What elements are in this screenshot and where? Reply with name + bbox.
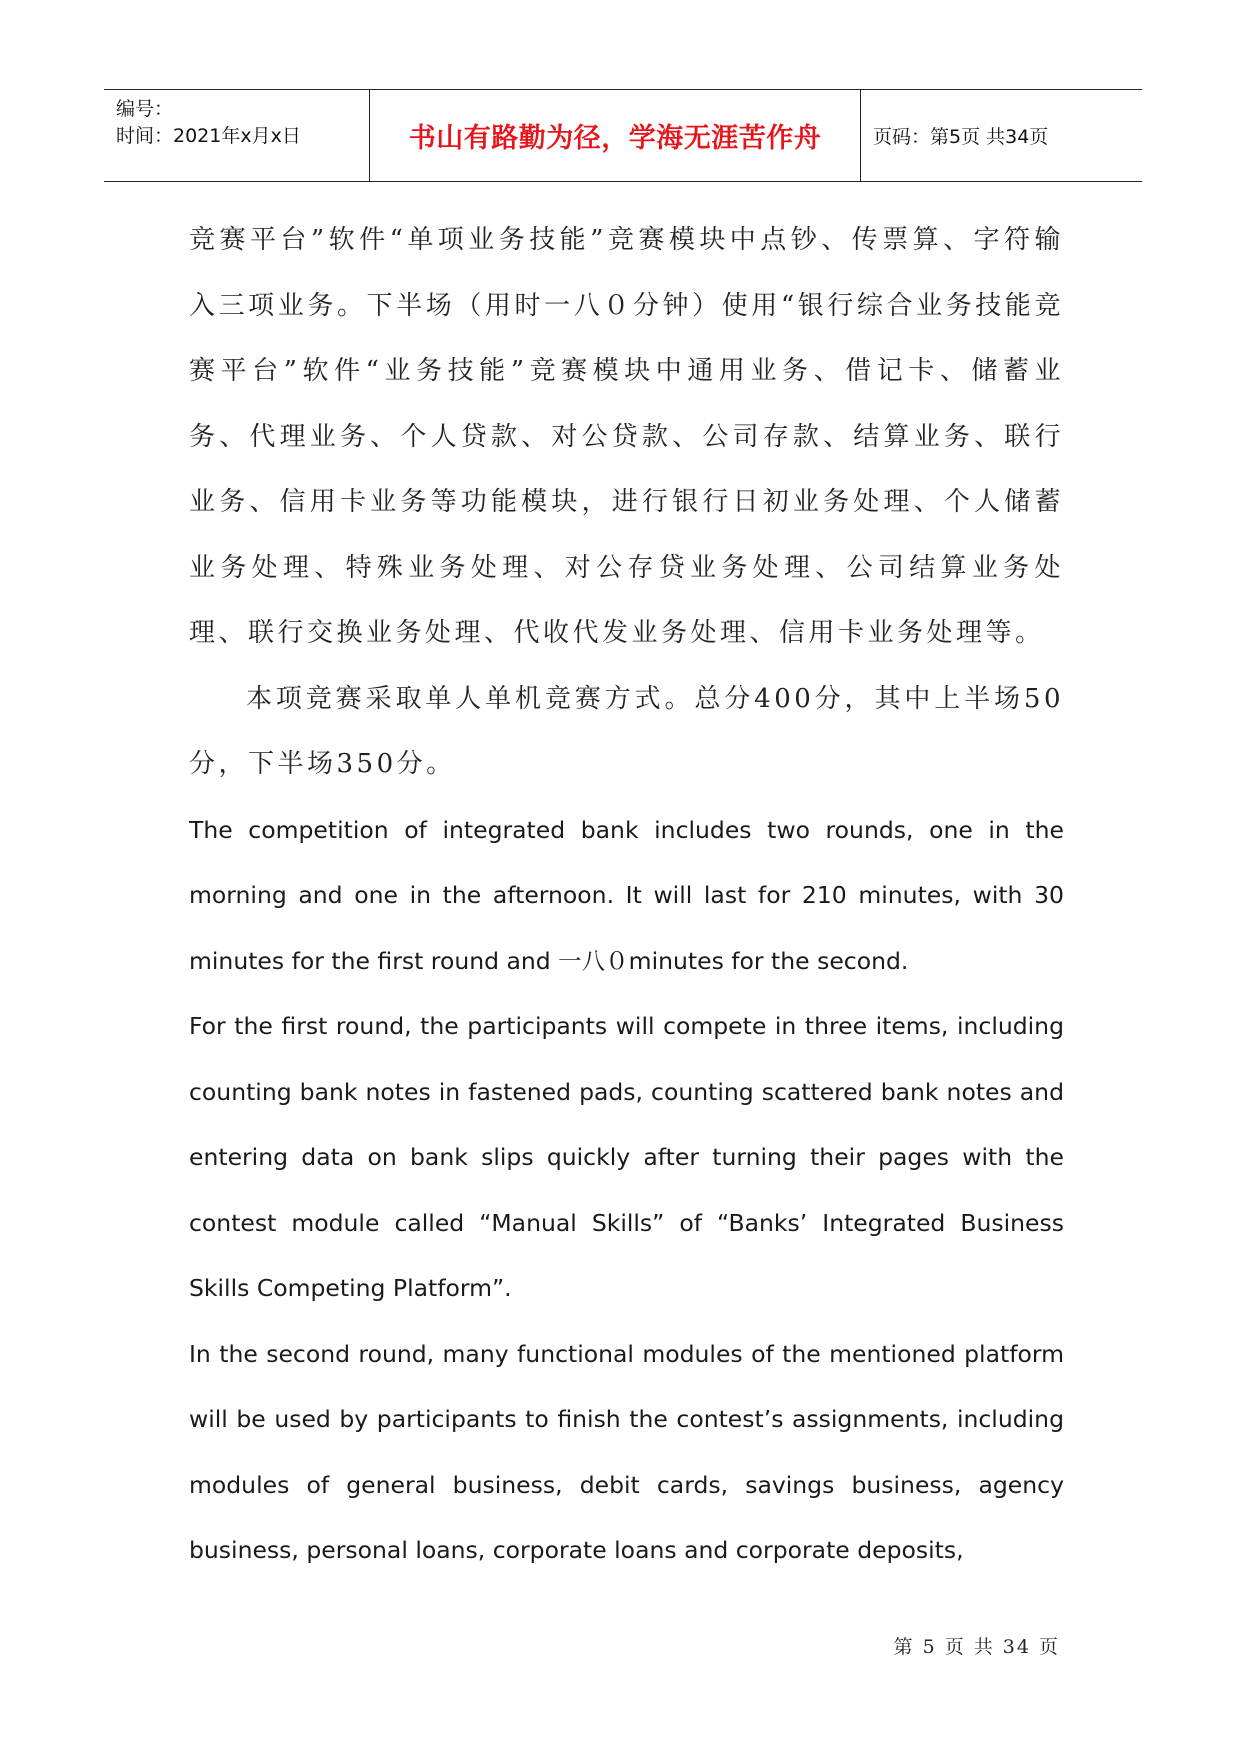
paragraph-english-second-round: In the second round, many functional modules of the mentioned platform will be used by participants to finish the contest’s assignments, including modules of general business, debit cards, savings business, agency business, personal loans, corporate loans and corporate deposits, (189, 1339, 1064, 1564)
header-motto: 书山有路勤为径，学海无涯苦作舟 (370, 90, 861, 181)
paragraph-competition-content: 竞赛平台”软件“单项业务技能”竞赛模块中点钞、传票算、字符输入三项业务。下半场（用时一八０分钟）使用“银行综合业务技能竞赛平台”软件“业务技能”竞赛模块中通用业务、借记卡、储蓄业务、代理业务、个人贷款、对公贷款、公司存款、结算业务、联行业务、信用卡业务等功能模块，进行银行日初业务处理、个人储蓄业务处理、特殊业务处理、对公存贷业务处理、公司结算业务处理、联行交换业务处理、代收代发业务处理、信用卡业务处理等。 (189, 225, 1064, 648)
paragraph-english-first-round: For the first round, the participants will compete in three items, including counting bank notes in fastened pads, counting scattered bank notes and entering data on bank slips quickly after turning their pages with the contest module called “Manual Skills” of “Banks’ Integrated Business Skills Competing Platform”. (189, 1012, 1064, 1302)
page-header (104, 89, 1142, 182)
paragraph-scoring: 本项竞赛采取单人单机竞赛方式。总分400分，其中上半场50分，下半场350分。 (189, 683, 1064, 779)
header-meta (104, 90, 370, 181)
document-body (189, 208, 1064, 1584)
document-time: 时间：2021年x月x日 (116, 125, 301, 147)
page-footer: 第 5 页 共 34 页 (893, 1636, 1060, 1658)
paragraph-english-overview: The competition of integrated bank includes two rounds, one in the morning and one in the afternoon. It will last for 210 minutes, with 30 minutes for the first round and 一八０minutes for the second. (189, 815, 1064, 975)
document-number-label: 编号： (116, 98, 174, 120)
header-page-number: 页码：第5页 共34页 (873, 126, 1049, 148)
